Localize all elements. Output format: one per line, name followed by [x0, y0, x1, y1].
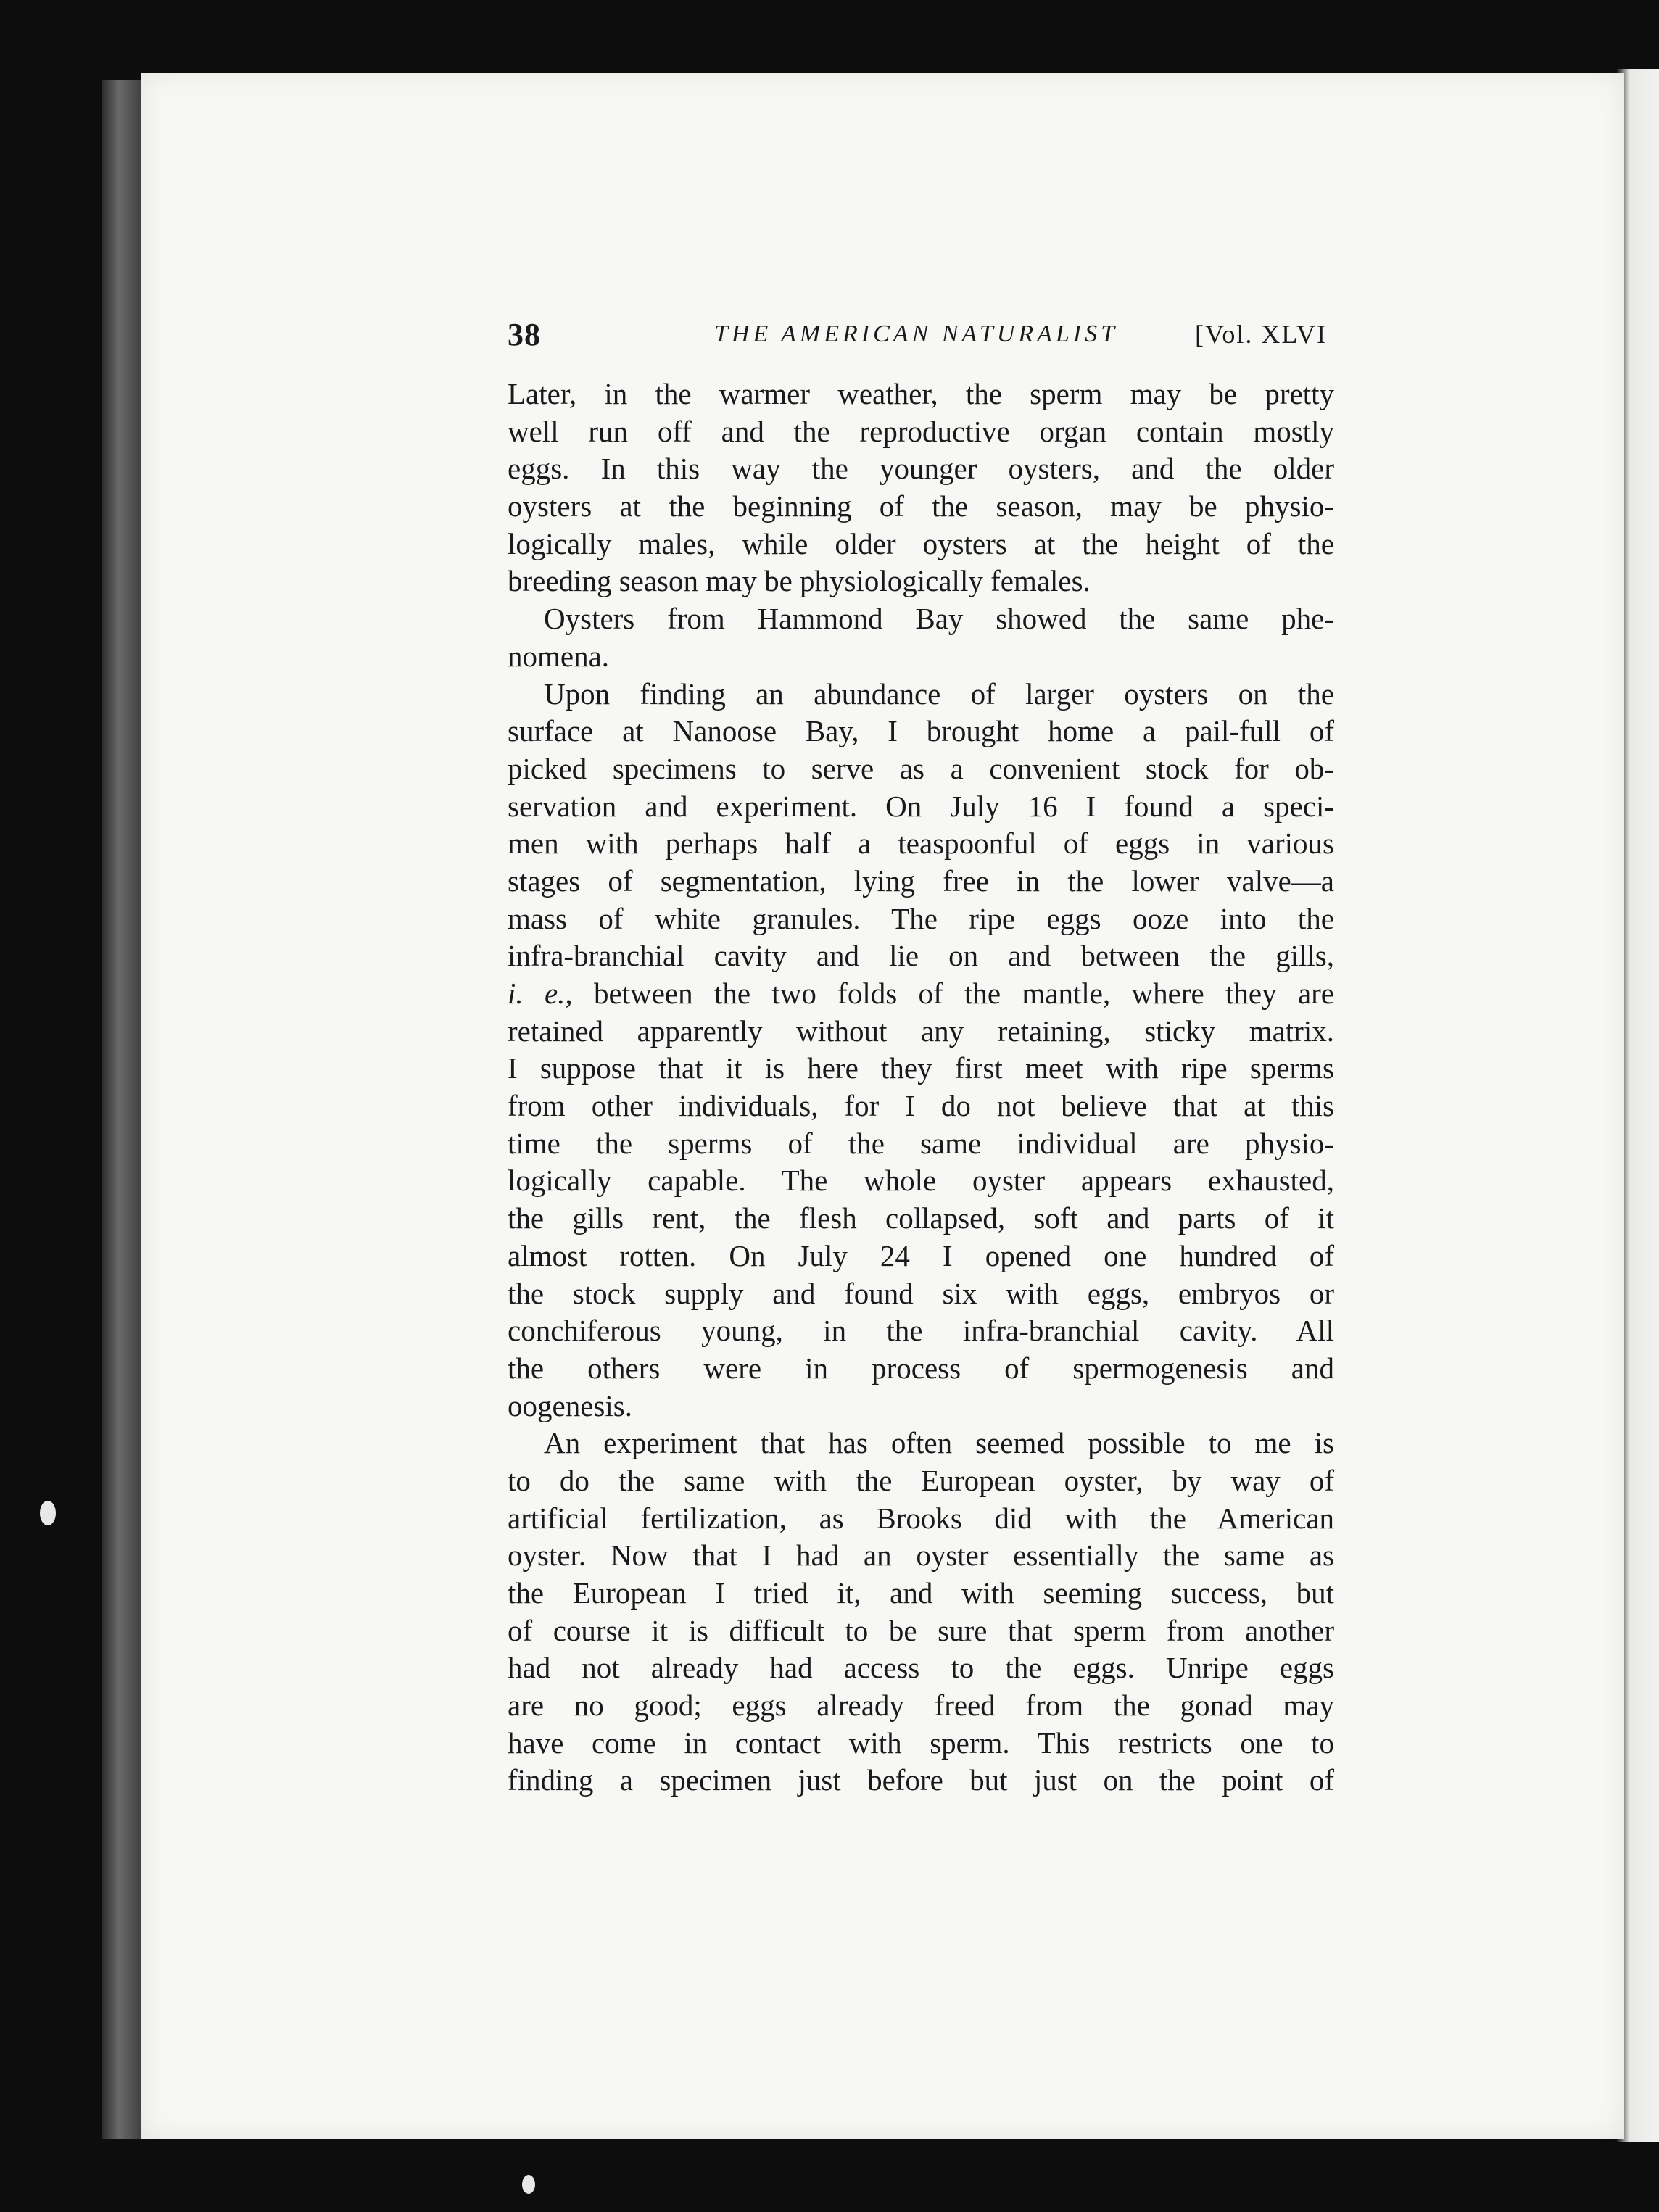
text-line: have come in contact with sperm. This restricts one to [508, 1726, 1334, 1760]
text-line: logically males, while older oysters at the height of the [508, 526, 1334, 560]
text-line: nomena. [508, 639, 610, 673]
text-line: breeding season may be physiologically females. [508, 564, 1091, 598]
text-line: from other individuals, for I do not believe that at this [508, 1089, 1334, 1123]
text-line: picked specimens to serve as a convenient stock for ob- [508, 751, 1334, 785]
text-line: i. e., between the two folds of the mantle, where they are [508, 977, 1334, 1010]
text-line: I suppose that it is here they first meet with ripe sperms [508, 1051, 1334, 1085]
body-text [508, 376, 1334, 1799]
text-line: Oysters from Hammond Bay showed the same phe- [544, 602, 1334, 636]
text-line: logically capable. The whole oyster appears exhausted, [508, 1164, 1334, 1198]
text-line: Later, in the warmer weather, the sperm may be pretty [508, 377, 1334, 410]
text-line: artificial fertilization, as Brooks did with the American [508, 1501, 1334, 1535]
text-line: of course it is difficult to be sure that sperm from another [508, 1613, 1334, 1647]
text-line: surface at Nanoose Bay, I brought home a pail-full of [508, 714, 1334, 748]
text-line: well run off and the reproductive organ contain mostly [508, 414, 1334, 448]
text-line: servation and experiment. On July 16 I found a speci- [508, 789, 1334, 823]
scan-speck [40, 1501, 56, 1525]
text-line: almost rotten. On July 24 I opened one hundred of [508, 1238, 1334, 1272]
volume-label: [Vol. XLVI [1194, 320, 1327, 349]
text-line: oysters at the beginning of the season, may be physio- [508, 489, 1334, 523]
text-line: conchiferous young, in the infra-branchial cavity. All [508, 1314, 1334, 1348]
text-line: infra-branchial cavity and lie on and between the gills, [508, 939, 1334, 973]
text-line: eggs. In this way the younger oysters, and the older [508, 452, 1334, 486]
page-number: 38 [508, 317, 541, 352]
running-title: THE AMERICAN NATURALIST [714, 320, 1119, 347]
text-line: the European I tried it, and with seeming success, but [508, 1576, 1334, 1610]
text-line: An experiment that has often seemed possible to me is [544, 1426, 1334, 1460]
text-line: mass of white granules. The ripe eggs ooze into the [508, 901, 1334, 935]
scan-speck [522, 2175, 535, 2194]
text-line: had not already had access to the eggs. Unripe eggs [508, 1651, 1334, 1685]
book-spine [102, 80, 145, 2139]
text-line: men with perhaps half a teaspoonful of eggs in various [508, 827, 1334, 861]
text-line: the gills rent, the flesh collapsed, soft and parts of it [508, 1201, 1334, 1235]
page-header [508, 316, 1327, 360]
text-line: retained apparently without any retaining, sticky matrix. [508, 1014, 1334, 1048]
text-line: are no good; eggs already freed from the gonad may [508, 1689, 1334, 1723]
text-line: stages of segmentation, lying free in the lower valve—a [508, 863, 1334, 898]
text-line: the stock supply and found six with eggs, embryos or [508, 1276, 1334, 1310]
text-line: oogenesis. [508, 1388, 632, 1422]
text-line: the others were in process of spermogenesis and [508, 1351, 1334, 1385]
text-line: time the sperms of the same individual are physio- [508, 1126, 1334, 1160]
text-line: to do the same with the European oyster, by way of [508, 1463, 1334, 1497]
text-line: finding a specimen just before but just on the point of [508, 1763, 1334, 1797]
text-line: oyster. Now that I had an oyster essentially the same as [508, 1538, 1334, 1573]
text-line: Upon finding an abundance of larger oysters on the [544, 676, 1334, 711]
